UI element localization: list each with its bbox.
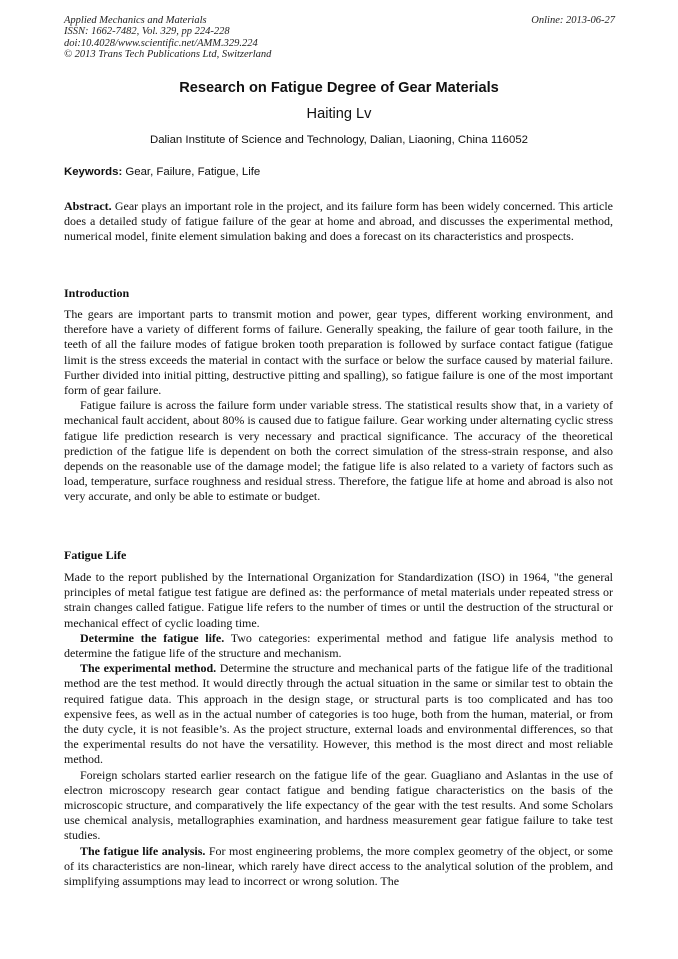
- experimental-method-text: Determine the structure and mechanical parts of the fatigue life of the traditional method are the test method. It would directly through the actual situation in the same or similar test to obtain the required fatigue data. This approach in the design stage, or structural parts is too complicated and has too expensive fees, as well as in the actual number of categories is too huge, both from the human, material, or from the duty cycle, it is not feasible’s. As the project structure, external loads and environmental differences, so that the experimental results do not have the versatility. However, this method is the most direct and most reliable method.: [64, 661, 613, 767]
- fatigue-paragraph-1: Made to the report published by the International Organization for Standardization (ISO) in 1964, "the general principles of metal fatigue test fatigue are defined as: the performance of metal materials under repeated stress or strain changes called fatigue. Fatigue life refers to the number of times or until the destruction of the structural or mechanical effect of cyclic loading time.: [64, 570, 613, 630]
- section-heading-introduction: Introduction: [64, 286, 130, 300]
- fatigue-life-body: [64, 570, 613, 889]
- keywords-line: [64, 166, 260, 178]
- copyright-line: © 2013 Trans Tech Publications Ltd, Switzerland: [64, 49, 272, 61]
- fatigue-paragraph-5: [64, 844, 613, 890]
- fatigue-paragraph-3: [64, 661, 613, 767]
- abstract: [64, 199, 613, 245]
- keywords-text: Gear, Failure, Fatigue, Life: [122, 166, 261, 178]
- section-heading-fatigue-life: Fatigue Life: [64, 548, 127, 562]
- fatigue-paragraph-2: [64, 631, 613, 661]
- fatigue-paragraph-4: Foreign scholars started earlier research on the fatigue life of the gear. Guagliano and Aslantas in the use of electron microscopy research gear contact fatigue and bending fatigue characteristics on the basis of the microscopic structure, and comparatively the life expectancy of the gear with the test results. And some Scholars use chemical analysis, metallographies examination, and hardness measurement gear fatigue failure to take test studies.: [64, 767, 613, 843]
- experimental-method-label: The experimental method.: [80, 661, 217, 676]
- determine-life-label: Determine the fatigue life.: [80, 630, 225, 645]
- determine-life-text: Two categories: experimental method and fatigue life analysis method to determine the fatigue life of the structure and mechanism.: [64, 630, 613, 661]
- intro-paragraph-1: The gears are important parts to transmit motion and power, gear types, different working environment, and therefore have a variety of different forms of failure. Generally speaking, the failure of gear tooth failure, in the teeth of all the failure modes of fatigue broken tooth preparation is followed by surface contact fatigue (fatigue limit is the stress exceeds the material in contact with the surface or below the surface caused by material failure. Further divided into initial pitting, destructive pitting and spalling), so fatigue failure is one of the most important form of gear failure.: [64, 307, 613, 398]
- life-analysis-text: For most engineering problems, the more complex geometry of the object, or some of its characteristics are non-linear, which rarely have direct access to the analytical solution of the problem, and simplifying assumptions may lead to incorrect or wrong solution. The: [64, 843, 613, 889]
- paper-title: Research on Fatigue Degree of Gear Materials: [179, 80, 499, 96]
- introduction-body: [64, 307, 613, 505]
- online-date: Online: 2013-06-27: [531, 15, 615, 26]
- affiliation: Dalian Institute of Science and Technology, Dalian, Liaoning, China 116052: [149, 134, 529, 146]
- journal-header: [64, 15, 271, 61]
- keywords-label: Keywords:: [64, 166, 123, 178]
- doi-line: doi:10.4028/www.scientific.net/AMM.329.224: [64, 37, 258, 49]
- journal-name: Applied Mechanics and Materials: [64, 15, 207, 26]
- intro-paragraph-2: Fatigue failure is across the failure form under variable stress. The statistical results show that, in a variety of mechanical fault accident, about 80% is caused due to fatigue failure. Gear working under alternating cyclic stress fatigue life prediction research is very necessary and practical significance. The accuracy of the theoretical prediction of the fatigue life is dependent on both the correct simulation of the stress-strain response, and also depends on the reasonable use of the damage model; the fatigue life is also related to a variety of factors such as load, temperature, surface roughness and residual stress. Therefore, the fatigue life at home and abroad is also not very accurate, and only be able to estimate or budget.: [64, 398, 613, 504]
- issn-line: ISSN: 1662-7482, Vol. 329, pp 224-228: [64, 26, 230, 38]
- life-analysis-label: The fatigue life analysis.: [80, 843, 206, 858]
- abstract-label: Abstract.: [64, 199, 112, 213]
- author-name: Haiting Lv: [306, 106, 372, 122]
- abstract-text: Gear plays an important role in the project, and its failure form has been widely concerned. This article does a detailed study of fatigue failure of the gear at home and abroad, and discusses the experimental method, numerical model, finite element simulation baking and does a forecast on its characteristics and prospects.: [64, 199, 613, 244]
